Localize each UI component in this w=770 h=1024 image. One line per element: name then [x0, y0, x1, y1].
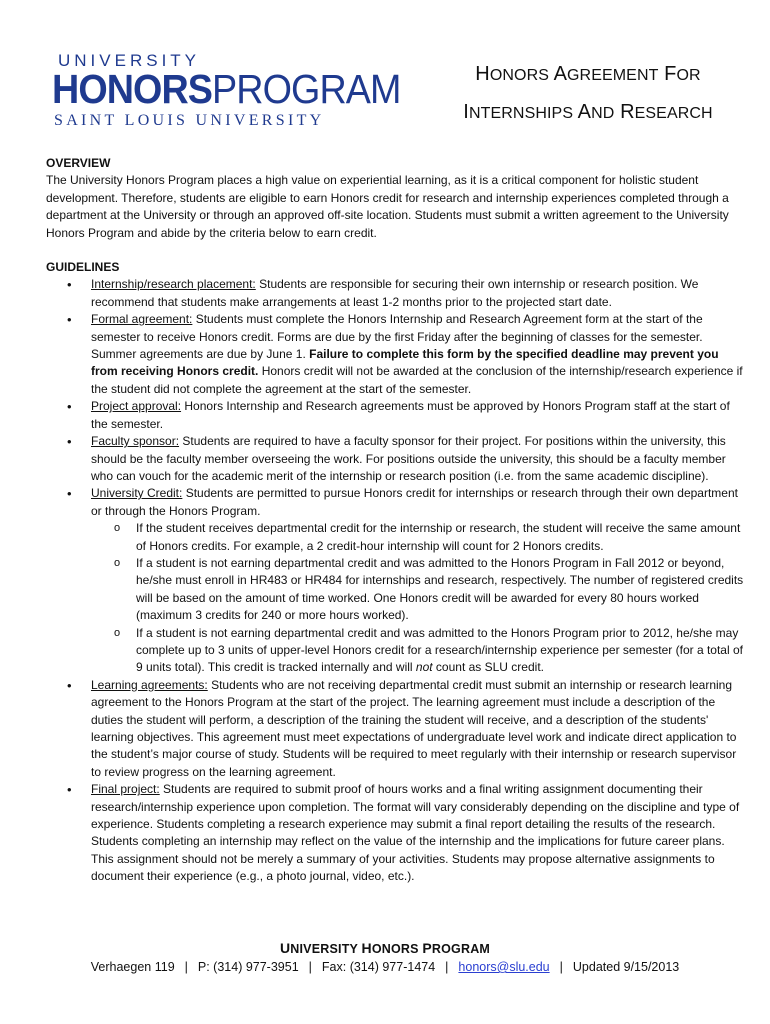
- logo-honors-program-text: HONORSPROGRAM: [52, 66, 401, 112]
- credit-sub-item: o If a student is not earning departmental credit and was admitted to the Honors Program prior to 2012, he/she may complete up to 3 units of upper-level Honors credit for a research/internship experience per semester (for a total of 9 units total). This credit is tracked internally and will not count as SLU credit.: [91, 625, 746, 677]
- logo-slu-text: SAINT LOUIS UNIVERSITY: [54, 112, 325, 129]
- footer-contact-line: Verhaegen 119 | P: (314) 977-3951 | Fax: (314) 977-1474 | honors@slu.edu | Updated 9/15/2013: [90, 960, 680, 974]
- guidelines-heading: GUIDELINES: [46, 260, 120, 275]
- overview-paragraph: The University Honors Program places a high value on experiential learning, as it is a critical component for holistic student development. Therefore, students are eligible to earn Honors credit for research and internship experiences completed through a department at the University or through an approved off-site location. Students must submit a written agreement to the University Honors Program and abide by the criteria below to earn credit.: [46, 173, 729, 240]
- guideline-final-project: • Final project: Students are required to submit proof of hours works and a final writing assignment documenting their research/internship experience upon completion. The format will vary considerably depending on the discipline and type of experience. Students completing a research experience may submit a final report detailing the results of the research. Students completing an internship may reflect on the value of the internship and the implications for future career plans. This assignment should not be merely a summary of your activities. Students may propose alternative assignments to document their experience (e.g., a photo journal, video, etc.).: [46, 781, 746, 885]
- title-line-2: INTERNSHIPS AND RESEARCH: [463, 101, 713, 123]
- university-honors-program-logo: [52, 51, 401, 131]
- footer-address: Verhaegen 119: [90, 960, 175, 974]
- footer-phone: P: (314) 977-3951: [197, 960, 299, 974]
- footer-title: UNIVERSITY HONORS PROGRAM: [279, 940, 491, 956]
- title-line-1: HONORS AGREEMENT FOR: [475, 63, 701, 85]
- credit-sub-item: o If the student receives departmental credit for the internship or research, the student will receive the same amount of Honors credits. For example, a 2 credit-hour internship will count for 2 Honors credits.: [91, 520, 746, 555]
- logo-university-text: UNIVERSITY: [58, 51, 201, 70]
- guideline-placement: • Internship/research placement: Students are responsible for securing their own internship or research position. We recommend that students make arrangements at least 1-2 months prior to the projected start date.: [46, 276, 746, 311]
- document-body: [46, 155, 746, 886]
- footer-email-link[interactable]: honors@slu.edu: [458, 960, 550, 974]
- guideline-university-credit: • University Credit: Students are permitted to pursue Honors credit for internships or research through their own department or through the Honors Program. o If the student receives departmental credit for the internship or research, the student will receive the same amount of Honors credits. For example, a 2 credit-hour internship will count for 2 Honors credits. o If a student is not earning departmental credit and was admitted to the Honors Program in Fall 2012 or beyond, he/she must enroll in HR483 or HR484 for internships and research, respectively. The number of registered credits will be based on the amount of time worked. One Honors credit will be awarded for every 80 hours worked (maximum 3 credits for 240 or more hours worked). o If a student is not earning departmental credit and was admitted to the Honors Program prior to 2012, he/she may complete up to 3 units of upper-level Honors credit for a research/internship experience per semester (for a total of 9 units total). This credit is tracked internally and will not count as SLU credit.: [46, 485, 746, 676]
- footer: [0, 940, 770, 974]
- footer-updated: Updated 9/15/2013: [572, 960, 680, 974]
- credit-sub-item: o If a student is not earning departmental credit and was admitted to the Honors Program in Fall 2012 or beyond, he/she must enroll in HR483 or HR484 for internships and research, respectively. The number of registered credits will be based on the amount of time worked. One Honors credit will be awarded for every 80 hours worked (maximum 3 credits for 240 or more hours worked).: [91, 555, 746, 625]
- guideline-project-approval: • Project approval: Honors Internship and Research agreements must be approved by Honors Program staff at the start of the semester.: [46, 398, 746, 433]
- guideline-learning-agreements: • Learning agreements: Students who are not receiving departmental credit must submit an internship or research learning agreement to the Honors Program at the start of the project. The learning agreement must include a description of the duties the student will perform, a description of the training the student will receive, and a description of the students' learning objectives. This agreement must meet expectations of undergraduate level work and indicate direct application to the student’s major course of study. Students will be required to meet regularly with their internship or research supervisor to review progress on the learning agreement.: [46, 677, 746, 781]
- footer-fax: Fax: (314) 977-1474: [321, 960, 436, 974]
- overview-heading: OVERVIEW: [46, 156, 111, 170]
- guidelines-list: [46, 276, 746, 885]
- guideline-formal-agreement: • Formal agreement: Students must complete the Honors Internship and Research Agreement form at the start of the semester to receive Honors credit. Forms are due by the first Friday after the beginning of classes for the semester. Summer agreements are due by June 1. Failure to complete this form by the specified deadline may prevent you from receiving Honors credit. Honors credit will not be awarded at the conclusion of the internship/research experience if the student did not complete the agreement at the start of the semester.: [46, 311, 746, 398]
- document-title: [428, 56, 748, 132]
- guideline-faculty-sponsor: • Faculty sponsor: Students are required to have a faculty sponsor for their project. For positions within the university, this should be the faculty member overseeing the work. For positions outside the university, this should be a faculty member who can vouch for the academic merit of the internship or research position (i.e. from the same academic discipline).: [46, 433, 746, 485]
- credit-sub-list: [91, 520, 746, 677]
